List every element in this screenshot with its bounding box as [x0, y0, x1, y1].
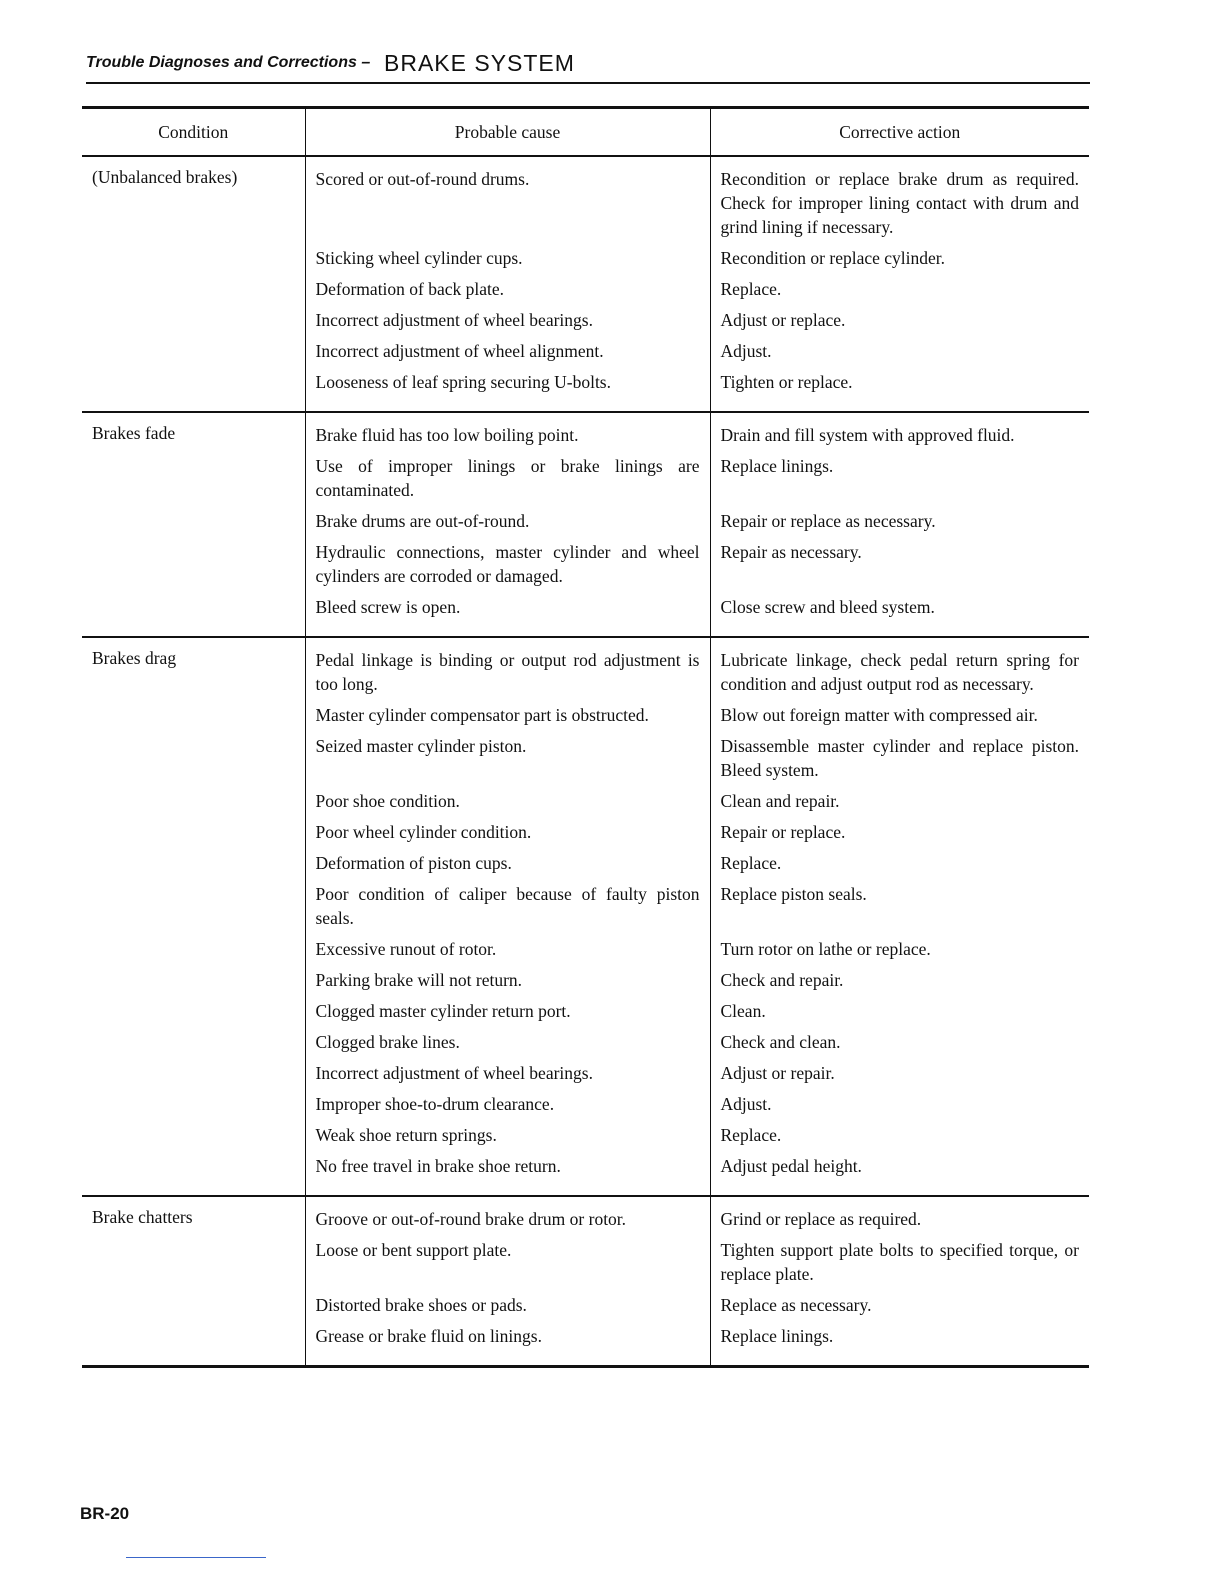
- action-text: Adjust or repair.: [720, 1063, 835, 1083]
- action-text: Check and repair.: [720, 970, 844, 990]
- action-cell: [710, 370, 1089, 412]
- action-cell: [710, 1293, 1089, 1324]
- cause-text: Groove or out-of-round brake drum or rotor.: [315, 1209, 627, 1229]
- action-text: Grind or replace as required.: [720, 1209, 922, 1229]
- column-header-condition: Condition: [158, 121, 229, 142]
- action-cell: [710, 277, 1089, 308]
- cause-text: Poor wheel cylinder condition.: [315, 822, 532, 842]
- action-cell: [710, 851, 1089, 882]
- cause-text: Improper shoe-to-drum clearance.: [315, 1094, 555, 1114]
- action-text: Tighten support plate bolts to specified torque, or replace plate.: [720, 1240, 1079, 1284]
- action-text: Replace.: [720, 1125, 782, 1145]
- action-text: Adjust.: [720, 1094, 772, 1114]
- cause-text: Grease or brake fluid on linings.: [315, 1326, 542, 1346]
- cause-cell: [305, 595, 710, 637]
- action-cell: [710, 1154, 1089, 1196]
- cause-text: Incorrect adjustment of wheel bearings.: [315, 310, 593, 330]
- action-text: Disassemble master cylinder and replace piston. Bleed system.: [720, 736, 1079, 780]
- action-cell: [710, 1324, 1089, 1367]
- action-text: Replace as necessary.: [720, 1295, 872, 1315]
- action-cell: [710, 937, 1089, 968]
- condition-cell: Brakes drag: [92, 648, 177, 668]
- action-text: Clean.: [720, 1001, 766, 1021]
- cause-text: Brake fluid has too low boiling point.: [315, 425, 579, 445]
- cause-cell: [305, 851, 710, 882]
- action-text: Replace linings.: [720, 456, 834, 476]
- cause-cell: [305, 789, 710, 820]
- cause-text: Sticking wheel cylinder cups.: [315, 248, 523, 268]
- cause-cell: [305, 1196, 710, 1238]
- table-row: [82, 637, 1089, 703]
- action-text: Recondition or replace cylinder.: [720, 248, 946, 268]
- cause-text: Deformation of back plate.: [315, 279, 505, 299]
- cause-cell: [305, 999, 710, 1030]
- column-header-cause: Probable cause: [305, 108, 710, 157]
- cause-cell: [305, 937, 710, 968]
- cause-text: Parking brake will not return.: [315, 970, 523, 990]
- cause-cell: [305, 1293, 710, 1324]
- action-cell: [710, 509, 1089, 540]
- action-cell: [710, 246, 1089, 277]
- cause-cell: [305, 339, 710, 370]
- cause-cell: [305, 540, 710, 595]
- cause-text: Loose or bent support plate.: [315, 1240, 512, 1260]
- page-number: BR-20: [80, 1504, 130, 1523]
- action-cell: [710, 540, 1089, 595]
- cause-cell: [305, 156, 710, 246]
- cause-text: Clogged brake lines.: [315, 1032, 460, 1052]
- table-header: [82, 108, 1089, 157]
- cause-text: Poor shoe condition.: [315, 791, 460, 811]
- cause-text: Scored or out-of-round drums.: [315, 169, 530, 189]
- action-text: Close screw and bleed system.: [720, 597, 935, 617]
- cause-text: Distorted brake shoes or pads.: [315, 1295, 527, 1315]
- action-cell: [710, 339, 1089, 370]
- condition-group: [82, 637, 1089, 1196]
- action-cell: [710, 1092, 1089, 1123]
- cause-cell: [305, 1238, 710, 1293]
- action-text: Adjust or replace.: [720, 310, 846, 330]
- action-text: Lubricate linkage, check pedal return spring for condition and adjust output rod as necessary.: [720, 650, 1079, 694]
- cause-cell: [305, 1030, 710, 1061]
- cause-text: Seized master cylinder piston.: [315, 736, 527, 756]
- system-title: BRAKE SYSTEM: [384, 50, 575, 76]
- condition-group: [82, 412, 1089, 637]
- action-text: Replace linings.: [720, 1326, 834, 1346]
- action-cell: [710, 156, 1089, 246]
- cause-cell: [305, 308, 710, 339]
- action-text: Adjust.: [720, 341, 772, 361]
- cause-cell: [305, 454, 710, 509]
- cause-text: Poor condition of caliper because of faulty piston seals.: [315, 884, 700, 928]
- cause-text: Incorrect adjustment of wheel bearings.: [315, 1063, 593, 1083]
- cause-text: Incorrect adjustment of wheel alignment.: [315, 341, 604, 361]
- action-cell: [710, 1238, 1089, 1293]
- action-text: Replace.: [720, 853, 782, 873]
- troubleshooting-table: [82, 106, 1089, 1368]
- action-text: Drain and fill system with approved fluid.: [720, 425, 1015, 445]
- cause-text: Pedal linkage is binding or output rod adjustment is too long.: [315, 650, 700, 694]
- cause-cell: [305, 1324, 710, 1367]
- action-cell: [710, 703, 1089, 734]
- cause-cell: [305, 412, 710, 454]
- action-cell: [710, 637, 1089, 703]
- cause-text: Weak shoe return springs.: [315, 1125, 497, 1145]
- condition-group: [82, 1196, 1089, 1367]
- action-cell: [710, 1030, 1089, 1061]
- condition-cell: (Unbalanced brakes): [92, 167, 238, 187]
- action-text: Replace.: [720, 279, 782, 299]
- cause-cell: [305, 1123, 710, 1154]
- action-text: Repair as necessary.: [720, 542, 862, 562]
- action-cell: [710, 968, 1089, 999]
- action-cell: [710, 999, 1089, 1030]
- cause-cell: [305, 734, 710, 789]
- action-cell: [710, 308, 1089, 339]
- cause-cell: [305, 509, 710, 540]
- cause-cell: [305, 1154, 710, 1196]
- action-cell: [710, 1123, 1089, 1154]
- cause-text: No free travel in brake shoe return.: [315, 1156, 561, 1176]
- condition-cell: Brakes fade: [92, 423, 176, 443]
- page-header: [86, 50, 1090, 84]
- cause-text: Clogged master cylinder return port.: [315, 1001, 571, 1021]
- cause-text: Brake drums are out-of-round.: [315, 511, 530, 531]
- action-cell: [710, 1061, 1089, 1092]
- action-cell: [710, 1196, 1089, 1238]
- action-cell: [710, 595, 1089, 637]
- cause-text: Use of improper linings or brake linings are contaminated.: [315, 456, 700, 500]
- condition-group: [82, 156, 1089, 412]
- action-text: Repair or replace as necessary.: [720, 511, 936, 531]
- action-cell: [710, 820, 1089, 851]
- action-cell: [710, 734, 1089, 789]
- action-text: Recondition or replace brake drum as required. Check for improper lining contact with drum and grind lining if necessary.: [720, 169, 1079, 237]
- action-text: Clean and repair.: [720, 791, 840, 811]
- column-header-action: Corrective action: [710, 108, 1089, 157]
- action-cell: [710, 454, 1089, 509]
- cause-text: Bleed screw is open.: [315, 597, 461, 617]
- cause-cell: [305, 1092, 710, 1123]
- cause-text: Master cylinder compensator part is obstructed.: [315, 705, 649, 725]
- footer-rule: [126, 1557, 266, 1558]
- cause-text: Excessive runout of rotor.: [315, 939, 497, 959]
- action-cell: [710, 882, 1089, 937]
- cause-text: Deformation of piston cups.: [315, 853, 512, 873]
- action-cell: [710, 789, 1089, 820]
- cause-cell: [305, 370, 710, 412]
- table-row: [82, 412, 1089, 454]
- table-row: [82, 156, 1089, 246]
- action-text: Adjust pedal height.: [720, 1156, 862, 1176]
- cause-text: Hydraulic connections, master cylinder and wheel cylinders are corroded or damaged.: [315, 542, 700, 586]
- action-cell: [710, 412, 1089, 454]
- condition-cell: Brake chatters: [92, 1207, 193, 1227]
- action-text: Check and clean.: [720, 1032, 841, 1052]
- cause-cell: [305, 820, 710, 851]
- cause-cell: [305, 968, 710, 999]
- action-text: Repair or replace.: [720, 822, 846, 842]
- cause-cell: [305, 246, 710, 277]
- cause-cell: [305, 277, 710, 308]
- action-text: Blow out foreign matter with compressed air.: [720, 705, 1038, 725]
- cause-cell: [305, 1061, 710, 1092]
- section-title: Trouble Diagnoses and Corrections –: [86, 54, 371, 71]
- cause-cell: [305, 882, 710, 937]
- action-text: Tighten or replace.: [720, 372, 853, 392]
- table-row: [82, 1196, 1089, 1238]
- action-text: Turn rotor on lathe or replace.: [720, 939, 931, 959]
- action-text: Replace piston seals.: [720, 884, 867, 904]
- cause-text: Looseness of leaf spring securing U-bolts.: [315, 372, 611, 392]
- cause-cell: [305, 637, 710, 703]
- cause-cell: [305, 703, 710, 734]
